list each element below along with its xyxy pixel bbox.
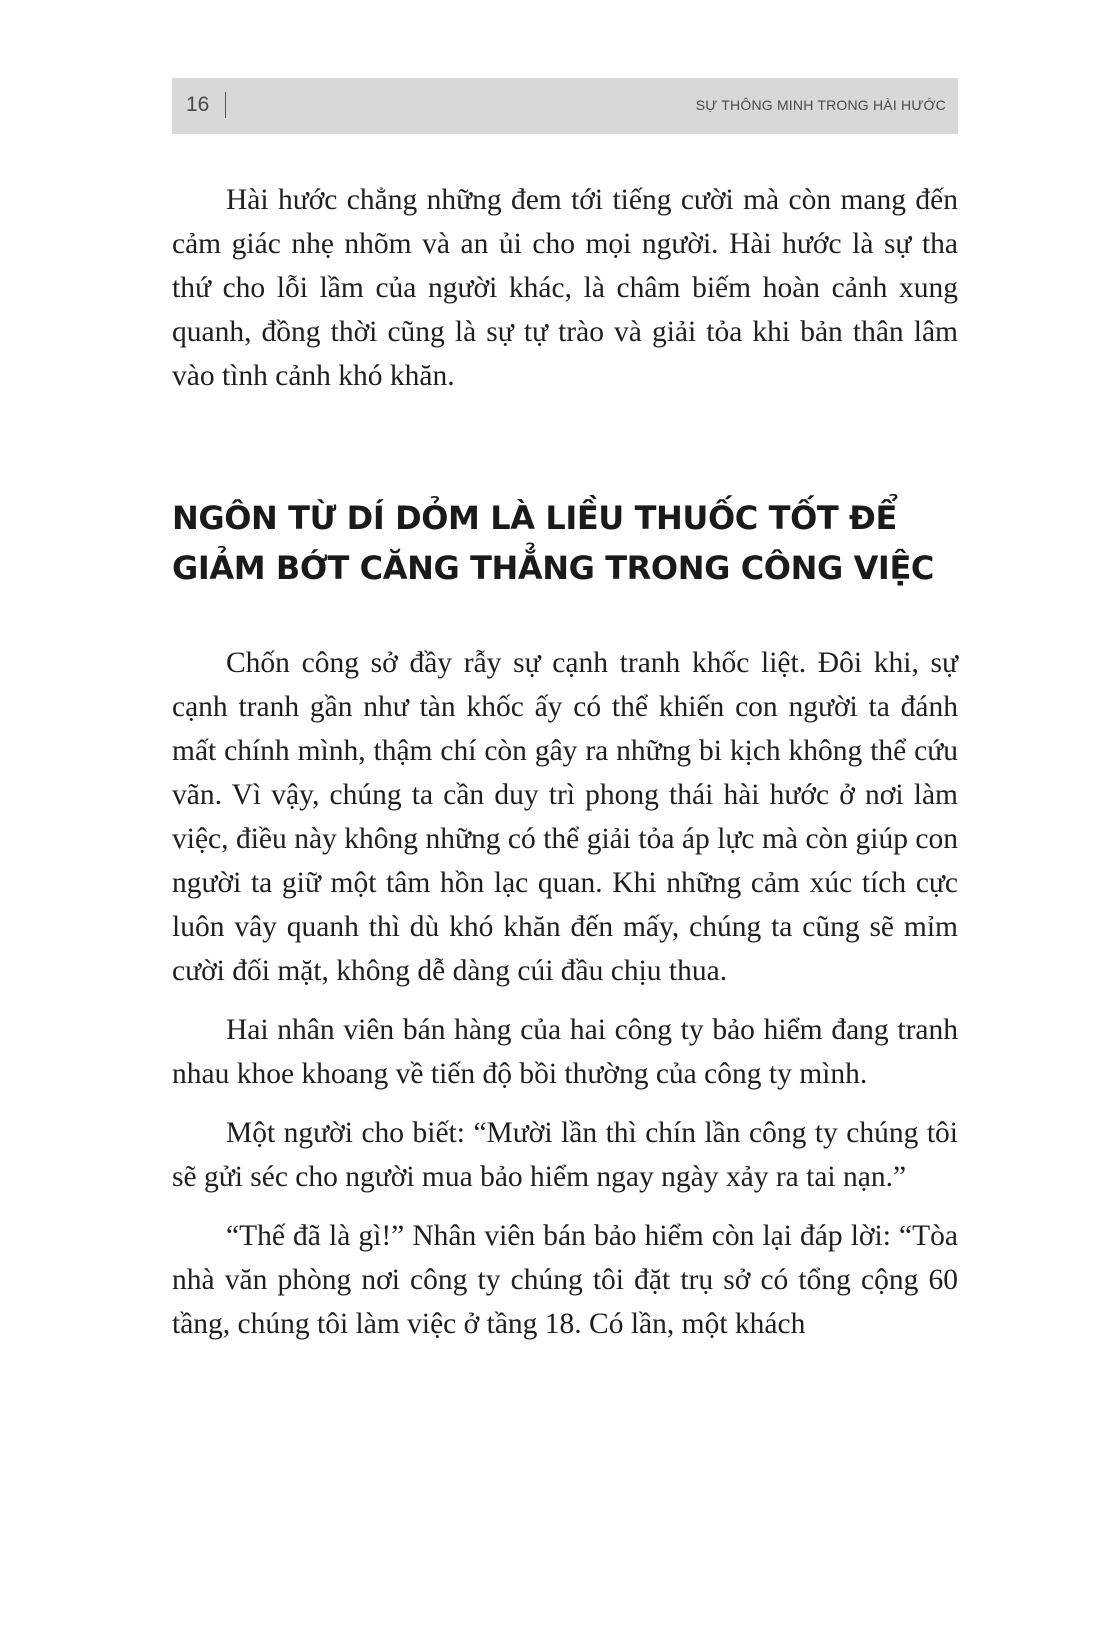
body-paragraph-2: Hai nhân viên bán hàng của hai công ty bảo hiểm đang tranh nhau khoe khoang về tiến độ bồi thường của công ty mình. bbox=[172, 1014, 958, 1090]
body-paragraph-4: “Thế đã là gì!” Nhân viên bán bảo hiểm còn lại đáp lời: “Tòa nhà văn phòng nơi công ty chúng tôi đặt trụ sở có tổng cộng 60 tầng, chúng tôi làm việc ở tầng 18. Có lần, một khách bbox=[172, 1220, 958, 1340]
section-heading-line-1: NGÔN TỪ DÍ DỎM LÀ LIỀU THUỐC TỐT ĐỂ bbox=[172, 499, 897, 537]
page-number: 16 bbox=[186, 93, 210, 116]
book-title: SỰ THÔNG MINH TRONG HÀI HƯỚC bbox=[695, 97, 946, 113]
running-header bbox=[172, 78, 958, 134]
section-heading bbox=[172, 493, 958, 593]
body-paragraph-1: Chốn công sở đầy rẫy sự cạnh tranh khốc liệt. Đôi khi, sự cạnh tranh gần như tàn khốc ấy có thể khiến con người ta đánh mất chính mình, thậm chí còn gây ra những bi kịch không thể cứu vãn. Vì vậy, chúng ta cần duy trì phong thái hài hước ở nơi làm việc, điều này không những có thể giải tỏa áp lực mà còn giúp con người ta giữ một tâm hồn lạc quan. Khi những cảm xúc tích cực luôn vây quanh thì dù khó khăn đến mấy, chúng ta cũng sẽ mỉm cười đối mặt, không dễ dàng cúi đầu chịu thua. bbox=[172, 647, 958, 987]
intro-paragraph: Hài hước chẳng những đem tới tiếng cười mà còn mang đến cảm giác nhẹ nhõm và an ủi cho mọi người. Hài hước là sự tha thứ cho lỗi lầm của người khác, là châm biếm hoàn cảnh xung quanh, đồng thời cũng là sự tự trào và giải tỏa khi bản thân lâm vào tình cảnh khó khăn. bbox=[172, 184, 958, 392]
page-body bbox=[172, 178, 958, 1361]
header-separator bbox=[225, 92, 226, 118]
body-paragraph-3: Một người cho biết: “Mười lần thì chín lần công ty chúng tôi sẽ gửi séc cho người mua bảo hiểm ngay ngày xảy ra tai nạn.” bbox=[172, 1117, 958, 1193]
section-heading-line-2: GIẢM BỚT CĂNG THẲNG TRONG CÔNG VIỆC bbox=[172, 549, 934, 587]
